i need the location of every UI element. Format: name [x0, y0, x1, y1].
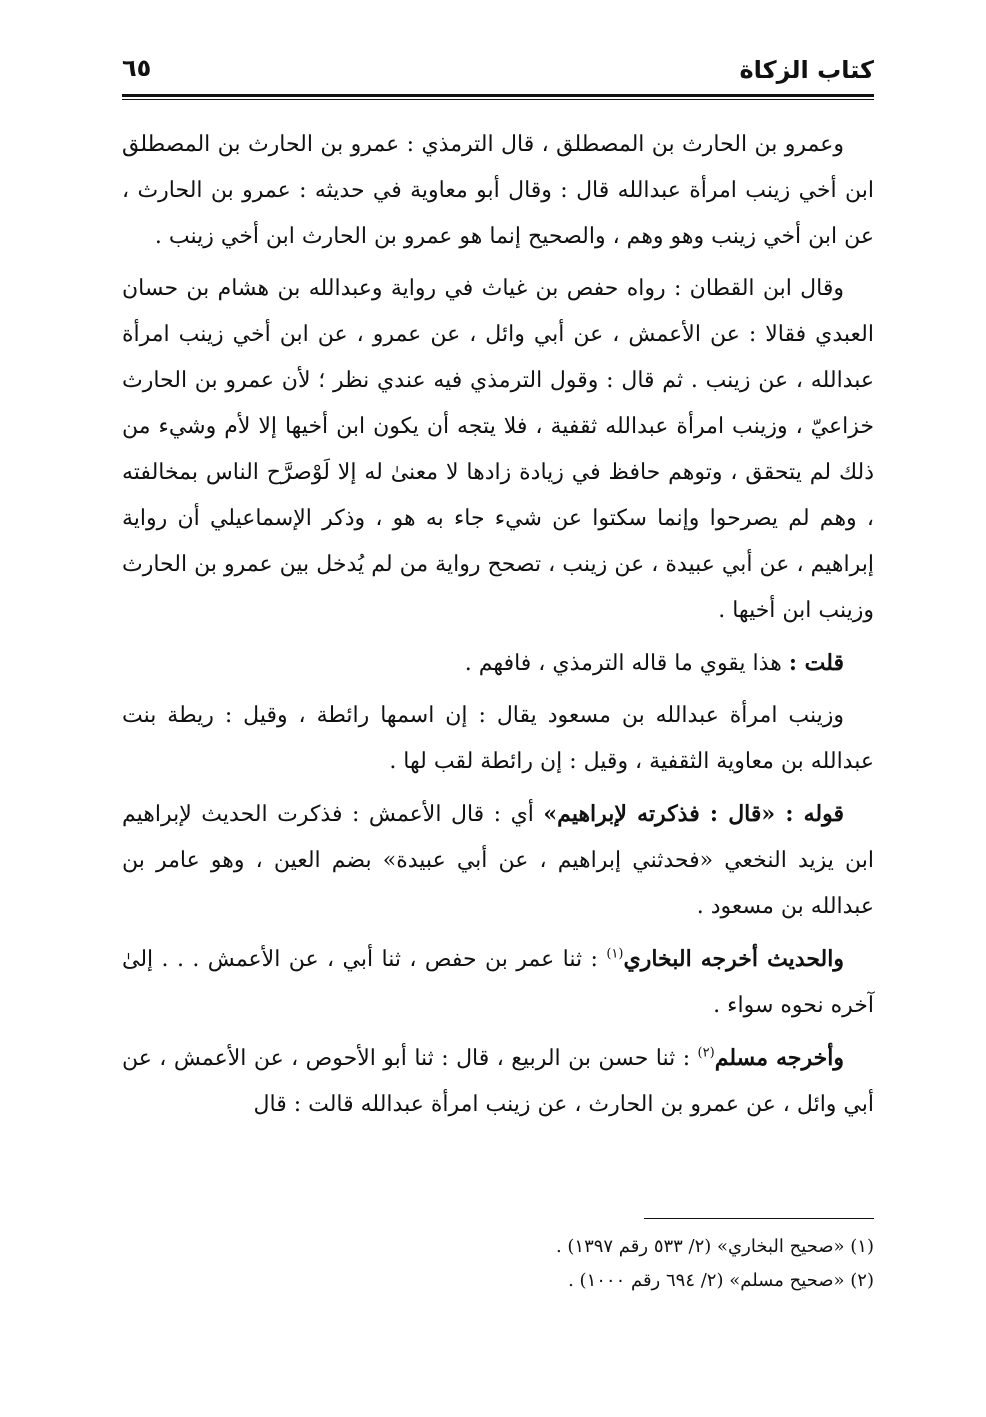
header-rule-thin [122, 99, 874, 100]
paragraph-text: : ثنا عمر بن حفص ، ثنا أبي ، عن الأعمش . . . إلىٰ آخره نحوه سواء . [122, 947, 874, 1018]
paragraph-lead: والحديث أخرجه البخاري [623, 946, 844, 972]
footnote-ref: (٢) [697, 1045, 715, 1061]
paragraph-text: وقال ابن القطان : رواه حفص بن غياث في رواية وعبدالله بن هشام بن حسان العبدي فقالا : عن الأعمش ، عن أبي وائل ، عن عمرو ، عن ابن أخي زينب امرأة عبدالله ، عن زينب . ثم قال : وقول الترمذي فيه عندي نظر ؛ لأن عمرو بن الحارث خزاعيّ ، وزينب امرأة عبدالله ثقفية ، فلا يتجه أن يكون ابن أخيها إلا لأم وشيء من ذلك لم يتحقق ، وتوهم حافظ في زيادة زادها لا معنىٰ له إلا لَوْصرَّح الناس بمخالفته ، وهم لم يصرحوا وإنما سكتوا عن شيء جاء به هو ، وذكر الإسماعيلي أن رواية إبراهيم ، عن أبي عبيدة ، عن زينب ، تصحح رواية من لم يُدخل بين عمرو بن الحارث وزينب ابن أخيها . [122, 276, 874, 623]
paragraph-5 [122, 791, 874, 930]
paragraph-4 [122, 693, 874, 785]
footnote-ref: (١) [606, 946, 624, 962]
paragraph-3 [122, 640, 874, 687]
page-header [122, 52, 874, 92]
paragraph-1 [122, 122, 874, 260]
paragraph-text: هذا يقوي ما قاله الترمذي ، فافهم . [464, 651, 789, 676]
footnote-2: (٢) «صحيح مسلم» (٢/ ٦٩٤ رقم ١٠٠٠) . [568, 1270, 874, 1291]
paragraph-text: : ثنا حسن بن الربيع ، قال : ثنا أبو الأحوص ، عن الأعمش ، عن أبي وائل ، عن عمرو بن الحارث ، عن زينب امرأة عبدالله قالت : قال [122, 1046, 874, 1117]
paragraph-text: أي : قال الأعمش : فذكرت الحديث لإبراهيم ابن يزيد النخعي «فحدثني إبراهيم ، عن أبي عبيدة» بضم العين ، وهو عامر بن عبدالله بن مسعود . [122, 802, 874, 919]
paragraph-text: وزينب امرأة عبدالله بن مسعود يقال : إن اسمها رائطة ، وقيل : ريطة بنت عبدالله بن معاوية الثقفية ، وقيل : إن رائطة لقب لها . [122, 703, 874, 774]
paragraph-2 [122, 266, 874, 634]
paragraph-lead: وأخرجه مسلم [714, 1045, 844, 1071]
page-number: ٦٥ [122, 54, 152, 82]
header-rule [122, 94, 874, 97]
paragraph-7 [122, 1035, 874, 1128]
main-text [122, 122, 874, 1134]
paragraph-6 [122, 936, 874, 1029]
footnotes [122, 1230, 874, 1298]
running-title: كتاب الزكاة [739, 56, 874, 84]
paragraph-lead: قوله : «قال : فذكرته لإبراهيم» [543, 801, 844, 827]
footnote-1: (١) «صحيح البخاري» (٢/ ٥٣٣ رقم ١٣٩٧) . [555, 1236, 874, 1257]
paragraph-lead: قلت : [788, 650, 844, 676]
paragraph-text: وعمرو بن الحارث بن المصطلق ، قال الترمذي : عمرو بن الحارث بن المصطلق ابن أخي زينب امرأة عبدالله قال : وقال أبو معاوية في حديثه : عمرو بن الحارث ، عن ابن أخي زينب وهو وهم ، والصحيح إنما هو عمرو بن الحارث ابن أخي زينب . [122, 132, 874, 249]
footnote-separator [644, 1218, 874, 1219]
